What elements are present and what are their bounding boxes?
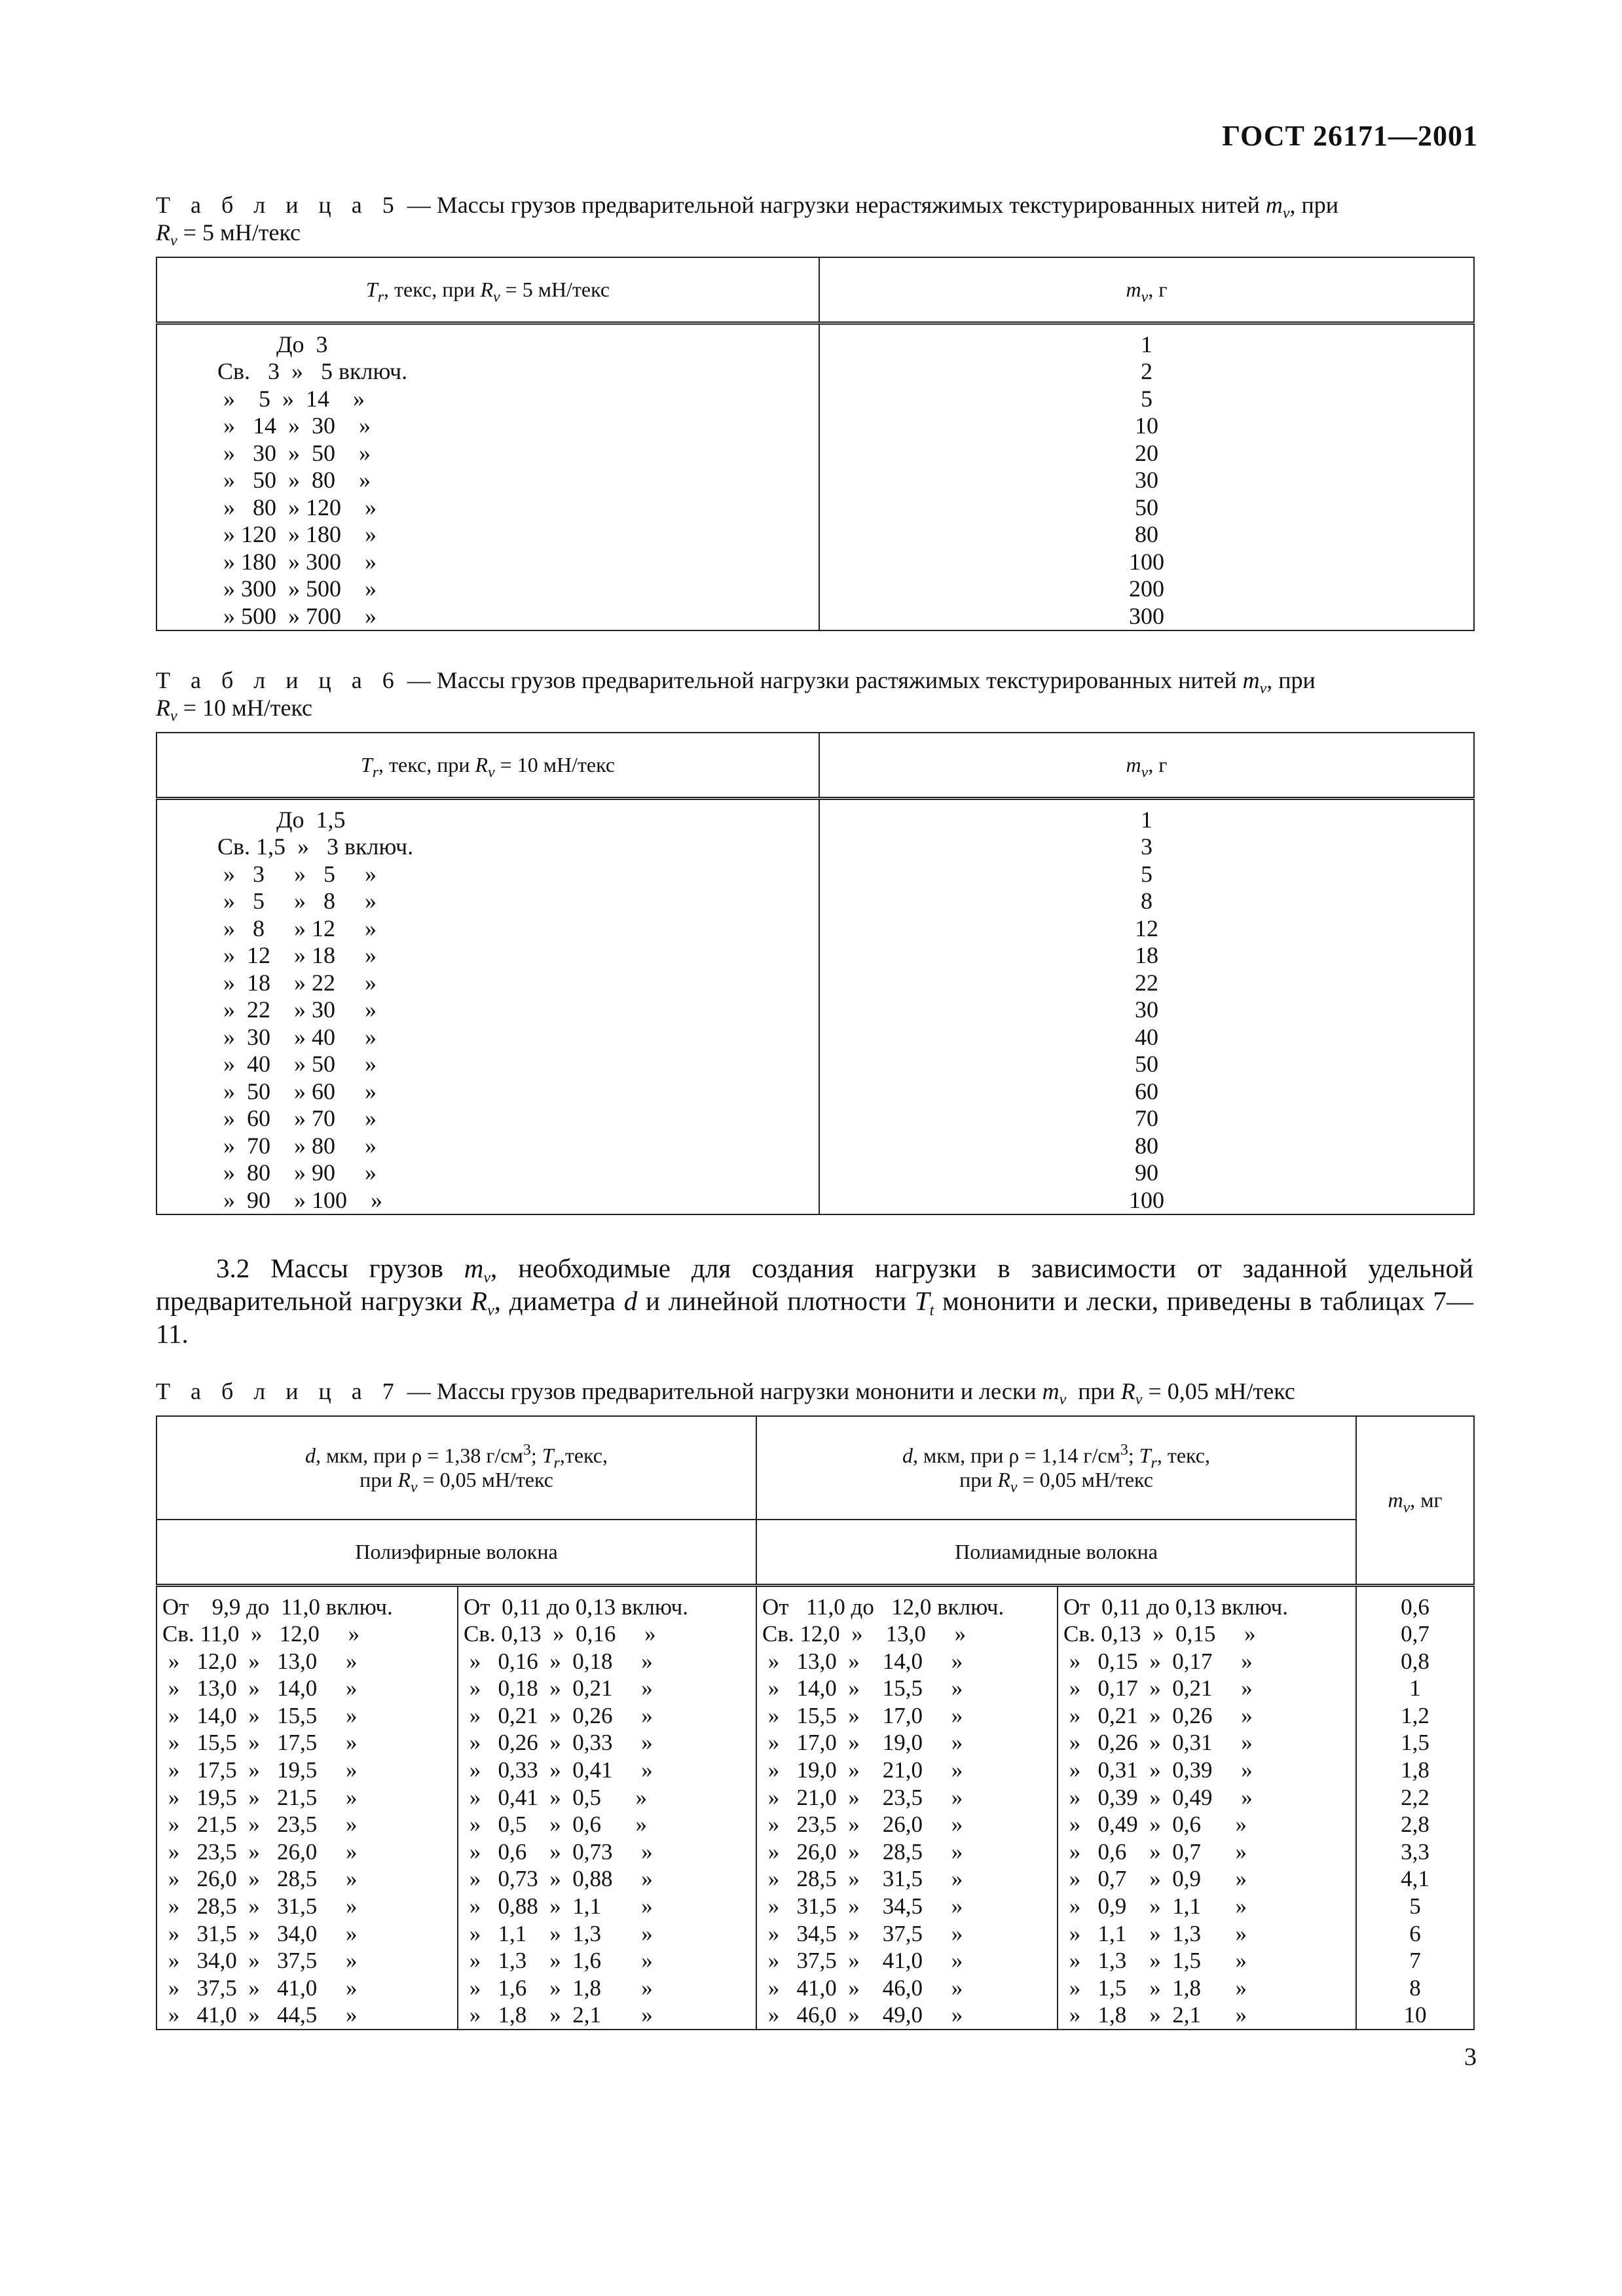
table-cell-range: » 13,0 » 14,0 » [162,1675,358,1702]
table-cell-range: » 120 » 180 » [217,521,377,547]
table-cell-range: » 18 » 22 » [217,969,377,996]
table-cell-range: » 0,26 » 0,33 » [464,1730,653,1756]
table-cell-mass: 6 [1409,1920,1421,1946]
table7-col-polyamide-diameter [756,1585,1058,2030]
table-cell-mass: 22 [1135,969,1158,996]
table-cell-range: » 0,6 » 0,7 » [1063,1838,1247,1865]
table7-header-polyamide-params: d, мкм, при ρ = 1,14 $г/см^3$; $T_r$, текс, при $R_v = 0,05$ мН/текс [756,1416,1356,1520]
table5 [156,257,1475,631]
page-number: 3 [1464,2043,1477,2071]
table-cell-mass: 100 [1129,1186,1164,1213]
table-cell-mass: 3,3 [1401,1838,1429,1865]
table-cell-range: » 19,0 » 21,0 » [762,1757,963,1783]
table-cell-range: » 180 » 300 » [217,548,377,575]
table-cell-range: » 3 » 5 » [217,860,377,887]
table-cell-range: » 80 » 120 » [217,494,377,520]
table-cell-range: Св. 0,13 » 0,16 » [464,1621,656,1647]
table-cell-range: » 21,5 » 23,5 » [162,1812,358,1838]
table-cell-range: » 1,6 » 1,8 » [464,1975,653,2001]
table-cell-mass: 200 [1129,575,1164,602]
table6-header-mass: $m_v$, г [819,733,1474,798]
table-cell-range: » 30 » 40 » [217,1023,377,1050]
table-cell-range: От 11,0 до 12,0 включ. [762,1594,1005,1620]
table-cell-mass: 1 [1141,806,1152,833]
table-cell-range: » 1,5 » 1,8 » [1063,1975,1247,2001]
table-cell-range: » 0,6 » 0,73 » [464,1838,653,1865]
table-cell-range: » 0,15 » 0,17 » [1063,1648,1253,1674]
table-cell-range: » 19,5 » 21,5 » [162,1784,358,1810]
table-cell-range: » 50 » 60 » [217,1078,377,1104]
table-cell-range: » 14,0 » 15,5 » [762,1675,963,1702]
table-cell-range: » 17,5 » 19,5 » [162,1757,358,1783]
table7-header-polyester: Полиэфирные волокна [157,1520,756,1585]
table-cell-mass: 30 [1135,467,1158,493]
table7-caption: Т а б л и ц а 7 — Массы грузов предварительной нагрузки мононити и лески $m_v$ при $R_v = 0,05$ мН/текс [156,1378,1295,1408]
table-cell-range: » 5 » 8 » [217,888,377,914]
table-cell-range: » 12,0 » 13,0 » [162,1648,358,1674]
table-cell-range: » 1,1 » 1,3 » [1063,1920,1247,1946]
table-cell-mass: 18 [1135,942,1158,968]
table-cell-range: » 0,9 » 1,1 » [1063,1893,1247,1920]
table-cell-range: » 500 » 700 » [217,602,377,629]
table-cell-range: До 1,5 [217,806,346,833]
table-cell-range: » 26,0 » 28,5 » [162,1866,358,1892]
table-cell-mass: 300 [1129,602,1164,629]
table-cell-range: » 0,21 » 0,26 » [464,1702,653,1728]
table-cell-range: » 1,8 » 2,1 » [1063,2002,1247,2028]
table-cell-range: » 14 » 30 » [217,412,371,439]
table-cell-mass: 5 [1141,385,1152,412]
table-cell-range: » 0,16 » 0,18 » [464,1648,653,1674]
table-cell-range: » 37,5 » 41,0 » [162,1975,358,2001]
table-cell-range: » 0,7 » 0,9 » [1063,1866,1247,1892]
table-cell-mass: 5 [1141,860,1152,887]
table-cell-mass: 20 [1135,439,1158,466]
table-cell-range: » 37,5 » 41,0 » [762,1948,963,1974]
table-cell-range: » 46,0 » 49,0 » [762,2002,963,2028]
table-cell-mass: 80 [1135,521,1158,547]
table-cell-mass: 60 [1135,1078,1158,1104]
table-cell-mass: 100 [1129,548,1164,575]
table6-caption: Т а б л и ц а 6 — Массы грузов предварительной нагрузки растяжимых текстурированных нитей $m_v$, при $R_v = 10$ мН/текс [156,667,1316,725]
table-cell-range: » 41,0 » 44,5 » [162,2002,358,2028]
table6-mass-column [819,798,1474,1214]
table-cell-range: От 0,11 до 0,13 включ. [464,1594,688,1620]
table-cell-mass: 10 [1403,2002,1427,2028]
table6-range-column [157,798,819,1214]
table-cell-mass: 1,8 [1401,1757,1429,1783]
table-cell-range: » 50 » 80 » [217,467,371,493]
table-cell-mass: 3 [1141,833,1152,860]
table-cell-mass: 50 [1135,494,1158,520]
table-cell-range: » 0,49 » 0,6 » [1063,1812,1247,1838]
table5-caption: Т а б л и ц а 5 — Массы грузов предварительной нагрузки нерастяжимых текстурированных нитей $m_v$, при $R_v = 5$ мН/текс [156,192,1339,249]
table7-col-polyester-tex [458,1585,756,2030]
table-cell-range: » 13,0 » 14,0 » [762,1648,963,1674]
table-cell-range: » 17,0 » 19,0 » [762,1730,963,1756]
table-cell-mass: 30 [1135,996,1158,1023]
table-cell-mass: 2,2 [1401,1784,1429,1810]
table-cell-mass: 0,7 [1401,1621,1429,1647]
table-cell-range: От 0,11 до 0,13 включ. [1063,1594,1289,1620]
table-cell-range: » 0,73 » 0,88 » [464,1866,653,1892]
table-cell-mass: 2 [1141,358,1152,384]
table-cell-range: » 28,5 » 31,5 » [162,1893,358,1920]
table-cell-mass: 1,2 [1401,1702,1429,1728]
table-cell-range: » 8 » 12 » [217,915,377,941]
table-cell-range: » 60 » 70 » [217,1105,377,1131]
table-cell-range: Св. 3 » 5 включ. [217,358,408,384]
table-cell-range: » 31,5 » 34,5 » [762,1893,963,1920]
table-cell-range: » 34,5 » 37,5 » [762,1920,963,1946]
table-cell-mass: 0,8 [1401,1648,1429,1674]
table-cell-mass: 7 [1409,1948,1421,1974]
table-cell-range: » 34,0 » 37,5 » [162,1948,358,1974]
table7-col-mass [1356,1585,1474,2030]
table-cell-range: » 0,39 » 0,49 » [1063,1784,1253,1810]
table-cell-mass: 10 [1135,412,1158,439]
table-cell-range: » 5 » 14 » [217,385,365,412]
table6 [156,732,1475,1215]
table-cell-range: » 31,5 » 34,0 » [162,1920,358,1946]
table-cell-range: » 1,1 » 1,3 » [464,1920,653,1946]
table-cell-range: » 0,21 » 0,26 » [1063,1702,1253,1728]
table-cell-range: » 0,5 » 0,6 » [464,1812,647,1838]
table-cell-range: » 22 » 30 » [217,996,377,1023]
table-cell-range: » 40 » 50 » [217,1051,377,1077]
table-cell-range: » 0,18 » 0,21 » [464,1675,653,1702]
table-cell-range: Св. 0,13 » 0,15 » [1063,1621,1256,1647]
table-cell-mass: 40 [1135,1023,1158,1050]
table-cell-range: » 0,33 » 0,41 » [464,1757,653,1783]
table-cell-range: » 0,26 » 0,31 » [1063,1730,1253,1756]
table5-range-column [157,323,819,630]
table-cell-range: » 26,0 » 28,5 » [762,1838,963,1865]
table-cell-range: » 300 » 500 » [217,575,377,602]
table-cell-range: Св. 11,0 » 12,0 » [162,1621,360,1647]
table-cell-mass: 1,5 [1401,1730,1429,1756]
table-cell-range: » 1,8 » 2,1 » [464,2002,653,2028]
table-cell-range: Св. 12,0 » 13,0 » [762,1621,967,1647]
table7-col-polyester-diameter [157,1585,458,2030]
table7 [156,1415,1475,2030]
table-cell-range: » 80 » 90 » [217,1159,377,1186]
table-cell-range: » 0,41 » 0,5 » [464,1784,647,1810]
table-cell-range: » 28,5 » 31,5 » [762,1866,963,1892]
table5-header-mass: $m_v$, г [819,257,1474,323]
table-cell-mass: 8 [1141,888,1152,914]
table-cell-mass: 8 [1409,1975,1421,2001]
table-cell-mass: 4,1 [1401,1866,1429,1892]
table7-header-mass: $m_v$, мг [1356,1416,1474,1585]
table-cell-range: От 9,9 до 11,0 включ. [162,1594,393,1620]
table-cell-range: » 23,5 » 26,0 » [762,1812,963,1838]
table5-header-range: $T_r$, текс, при $R_v = 5$ мН/текс [157,257,819,323]
table-cell-range: » 12 » 18 » [217,942,377,968]
table-cell-range: » 70 » 80 » [217,1132,377,1159]
table-cell-range: » 30 » 50 » [217,439,371,466]
table-cell-range: » 15,5 » 17,0 » [762,1702,963,1728]
table-cell-mass: 2,8 [1401,1812,1429,1838]
table7-header-polyester-params: d, мкм, при ρ = 1,38 $г/см^3$; $T_r,текс$, при $R_v = 0,05$ мН/текс [157,1416,756,1520]
table-cell-mass: 12 [1135,915,1158,941]
document-code: ГОСТ 26171—2001 [1222,120,1478,152]
paragraph-3-2: 3.2 Массы грузов $m_v$, необходимые для создания нагрузки в зависимости от заданной удельной предварительной нагрузки $R_v$, диаметра d и линейной плотности $T_t$ мононити и лески, приведены в таблицах 7—11. [156,1253,1473,1349]
table-cell-range: » 1,3 » 1,5 » [1063,1948,1247,1974]
table7-header-polyamide: Полиамидные волокна [756,1520,1356,1585]
table-cell-mass: 80 [1135,1132,1158,1159]
table-cell-mass: 1 [1141,331,1152,357]
table-cell-range: До 3 [217,331,328,357]
table-cell-mass: 90 [1135,1159,1158,1186]
table-cell-range: » 21,0 » 23,5 » [762,1784,963,1810]
table-cell-mass: 70 [1135,1105,1158,1131]
table-cell-mass: 5 [1409,1893,1421,1920]
table-cell-range: » 0,31 » 0,39 » [1063,1757,1253,1783]
table-cell-mass: 1 [1409,1675,1421,1702]
table-cell-range: » 90 » 100 » [217,1186,382,1213]
table-cell-range: » 41,0 » 46,0 » [762,1975,963,2001]
table6-header-range: $T_r$, текс, при $R_v = 10$ мН/текс [157,733,819,798]
table7-col-polyamide-tex [1058,1585,1356,2030]
table-cell-range: Св. 1,5 » 3 включ. [217,833,414,860]
table-cell-mass: 0,6 [1401,1594,1429,1620]
table-cell-range: » 23,5 » 26,0 » [162,1838,358,1865]
table-cell-range: » 14,0 » 15,5 » [162,1702,358,1728]
table-cell-range: » 0,88 » 1,1 » [464,1893,653,1920]
table-cell-mass: 50 [1135,1051,1158,1077]
table-cell-range: » 15,5 » 17,5 » [162,1730,358,1756]
table-cell-range: » 0,17 » 0,21 » [1063,1675,1253,1702]
table-cell-range: » 1,3 » 1,6 » [464,1948,653,1974]
table5-mass-column [819,323,1474,630]
